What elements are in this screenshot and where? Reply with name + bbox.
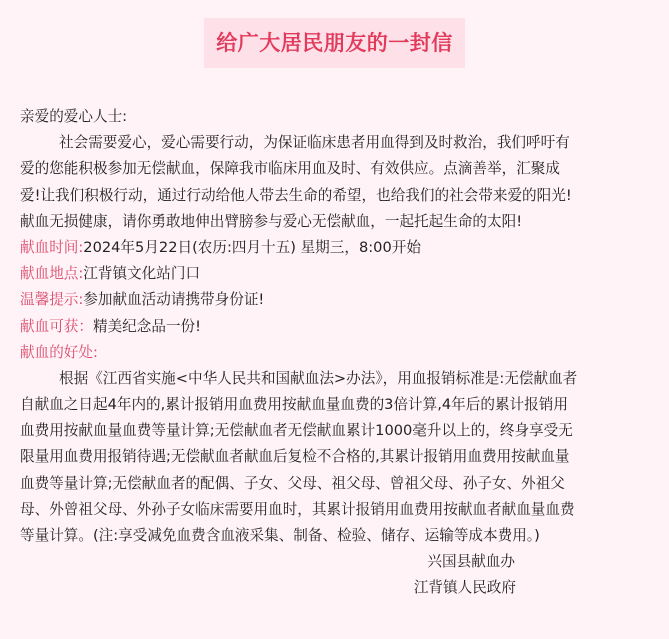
benefit-line: 母、外曾祖父母、外孙子女临床需要用血时，其累计报销用血费用按献血者献血量血费	[20, 500, 575, 518]
donation-time-label: 献血时间:	[20, 238, 84, 256]
benefit-line: 根据《江西省实施<中华人民共和国献血法>办法》，用血报销标准是:无偿献血者	[59, 369, 578, 387]
signature-org2: 江背镇人民政府	[413, 579, 516, 597]
benefit-line: 自献血之日起4年内的,累计报销用血费用按献血量血费的3倍计算,4年后的累计报销用	[20, 396, 568, 414]
donation-gift	[20, 314, 652, 340]
donation-gift-value: 精美纪念品一份!	[92, 317, 201, 335]
donation-place-value: 江背镇文化站门口	[83, 265, 201, 283]
benefit-line: 限量用血费用报销待遇;无偿献血者献血后复检不合格的,其累计报销用血费用按献血量	[20, 448, 570, 466]
donation-tip-value: 参加献血活动请携带身份证!	[83, 291, 265, 309]
intro-line: 爱!让我们积极行动，通过行动给他人带去生命的希望，也给我们的社会带来爱的阳光!	[20, 186, 572, 204]
donation-place-label: 献血地点:	[20, 265, 84, 283]
donation-time	[20, 235, 652, 261]
donation-tip	[20, 287, 652, 313]
intro-line: 社会需要爱心，爱心需要行动，为保证临床患者用血得到及时救治，我们呼吁有	[59, 134, 570, 152]
signature-org1: 兴国县献血办	[427, 553, 515, 571]
benefit-line: 血费用按献血量血费等量计算;无偿献血者无偿献血累计1000毫升以上的，终身享受无	[20, 422, 573, 440]
letter-title: 给广大居民朋友的一封信	[204, 18, 465, 68]
donation-place	[20, 261, 652, 287]
benefit-line: 血费等量计算;无偿献血者的配偶、子女、父母、祖父母、曾祖父母、孙子女、外祖父	[20, 474, 565, 492]
donation-benefit-label: 献血的好处:	[20, 343, 98, 361]
letter-body	[20, 104, 652, 602]
donation-gift-label: 献血可获：	[20, 317, 93, 335]
title-area	[0, 18, 669, 68]
greeting: 亲爱的爱心人士:	[20, 108, 128, 125]
donation-tip-label: 温馨提示:	[20, 291, 84, 309]
intro-line: 爱的您能积极参加无偿献血，保障我市临床用血及时、有效供应。点滴善举，汇聚成	[20, 160, 560, 178]
donation-benefit	[20, 340, 652, 366]
benefit-line: 等量计算。(注:享受减免血费含血液采集、制备、检验、储存、运输等成本费用。)	[20, 527, 540, 544]
intro-line: 献血无损健康，请你勇敢地伸出臂膀参与爱心无偿献血，一起托起生命的太阳!	[20, 212, 523, 230]
donation-time-value: 2024年5月22日(农历:四月十五) 星期三，8:00开始	[83, 238, 421, 256]
